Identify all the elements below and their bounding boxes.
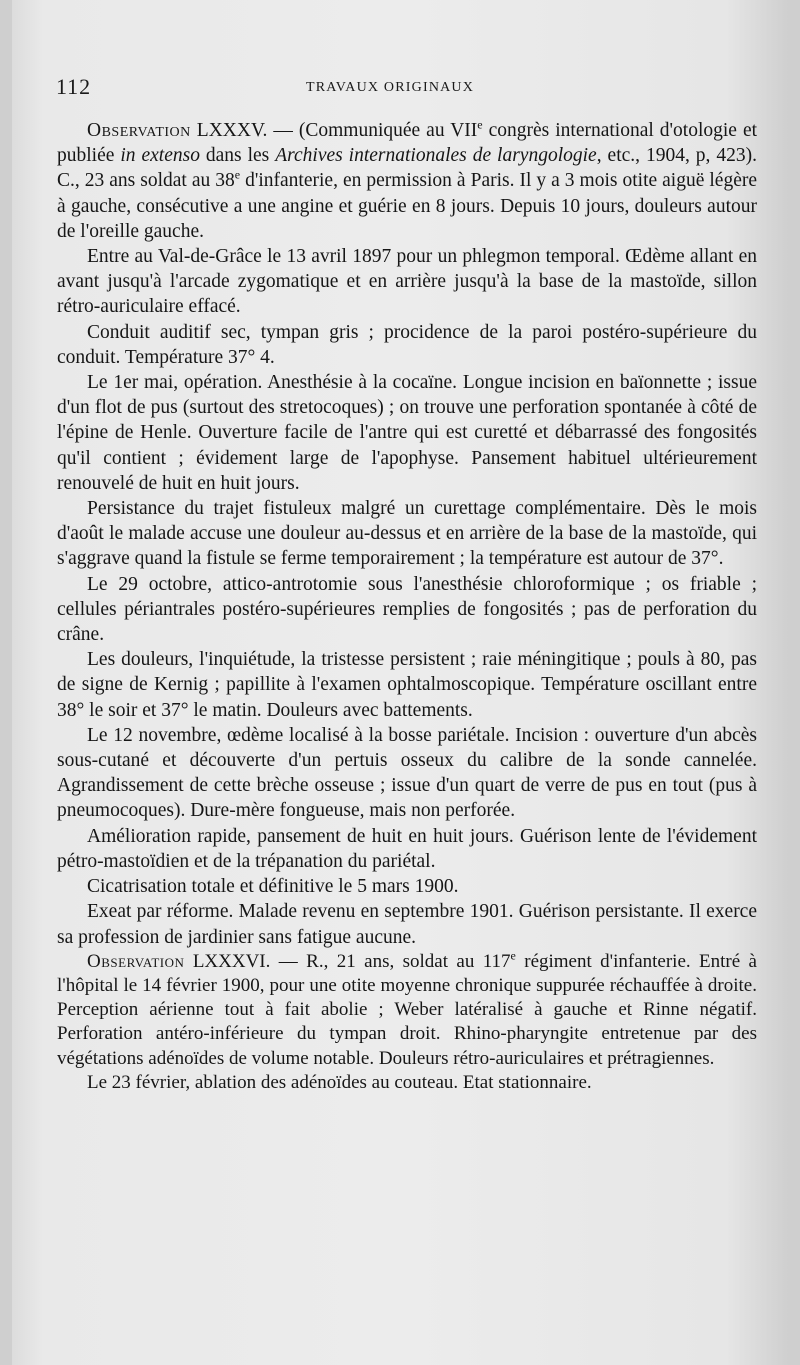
running-title: TRAVAUX ORIGINAUX	[306, 80, 475, 95]
paragraph: Le 29 octobre, attico-antrotomie sous l'anesthésie chloroformique ; os friable ; cellules périantrales postéro-supérieures remplies de fongosités ; pas de perforation du crâne.	[57, 573, 757, 646]
paragraph: Cicatrisation totale et définitive le 5 mars 1900.	[87, 876, 459, 898]
document-page	[12, 0, 788, 1365]
observation-number: LXXXVI.	[192, 950, 271, 972]
observation-number: LXXXV.	[196, 120, 268, 141]
paragraph: Les douleurs, l'inquiétude, la tristesse persistent ; raie méningitique ; pouls à 80, pas de signe de Kernig ; papillite à l'examen ophtalmoscopique. Température oscillant entre 38° le soir et 37° le matin. Douleurs avec battements.	[57, 649, 757, 721]
superscript: e	[477, 117, 483, 132]
observation-text: congrès international d'otologie et publiée	[57, 120, 758, 167]
paragraph: Le 23 février, ablation des adénoïdes au couteau. Etat stationnaire.	[87, 1071, 592, 1093]
observation-text: — R., 21 ans, soldat au 117	[270, 950, 511, 972]
paragraph: Conduit auditif sec, tympan gris ; procidence de la paroi postéro-supérieure du conduit. Température 37° 4.	[57, 321, 757, 368]
observation-86	[57, 950, 757, 1071]
paragraph: Exeat par réforme. Malade revenu en septembre 1901. Guérison persistante. Il exerce sa profession de jardinier sans fatigue aucune.	[57, 901, 757, 948]
page-number: 112	[56, 74, 92, 99]
observation-text: d'infanterie, en permission à Paris. Il y a 3 mois otite aiguë légère à gauche, consécutive a une angine et guérie en 8 jours. Depuis 10 jours, douleurs autour de l'oreille gauche.	[57, 170, 757, 242]
italic-text: in extenso	[120, 145, 200, 167]
observation-text: régiment d'infanterie. Entré à l'hôpital le 14 février 1900, pour une otite moyenne chronique suppurée réchauffée à droite. Perception aérienne tout à fait abolie ; Weber latéralisé à gauche et Rinne négatif. Perforation antéro-inférieure du tympan droit. Rhino-pharyngite entretenue par des végétations adénoïdes de volume notable. Douleurs rétro-auriculaires et prétragiennes.	[57, 950, 757, 1069]
superscript: e	[510, 948, 516, 963]
paragraph: Le 12 novembre, œdème localisé à la bosse pariétale. Incision : ouverture d'un abcès sous-cutané et découverte d'un pertuis osseux du calibre de la sonde cannelée. Agrandissement de cette brèche osseuse ; issue d'un quart de verre de pus en tout (pus à pneumocoques). Dure-mère fongueuse, mais non perforée.	[57, 724, 757, 822]
observation-text: — (Communiquée au VII	[267, 120, 478, 141]
italic-text: Archives internationales de laryngologie	[275, 145, 597, 167]
paragraph: Le 1er mai, opération. Anesthésie à la cocaïne. Longue incision en baïonnette ; issue d'un flot de pus (surtout des stretocoques) ; on trouve une perforation spontanée à côté de l'épine de Henle. Ouverture facile de l'antre qui est curetté et débarrassé des fongosités qu'il contient ; évidement large de l'apophyse. Pansement habituel ultérieurement renouvelé de huit en huit jours.	[57, 372, 757, 494]
observation-label: Observation	[87, 950, 185, 972]
superscript: e	[234, 167, 241, 182]
observation-85	[57, 118, 757, 244]
paragraph: Entre au Val-de-Grâce le 13 avril 1897 pour un phlegmon temporal. Œdème allant en avant jusqu'à l'arcade zygomatique et en arrière jusqu'à la base de la mastoïde, sillon rétro-auriculaire effacé.	[57, 246, 757, 318]
observation-text: , etc., 1904, p, 423). C., 23 ans soldat au 38	[57, 145, 757, 192]
observation-label: Observation	[87, 120, 191, 141]
body-text	[57, 118, 757, 1095]
page-header	[56, 74, 728, 104]
paragraph: Amélioration rapide, pansement de huit en huit jours. Guérison lente de l'évidement pétro-mastoïdien et de la trépanation du pariétal.	[57, 825, 757, 872]
observation-text: dans les	[199, 145, 276, 167]
paragraph: Persistance du trajet fistuleux malgré un curettage complémentaire. Dès le mois d'août le malade accuse une douleur au-dessus et en arrière de la base de la mastoïde, qui s'aggrave quand la fistule se ferme temporairement ; la température est autour de 37°.	[57, 498, 757, 570]
